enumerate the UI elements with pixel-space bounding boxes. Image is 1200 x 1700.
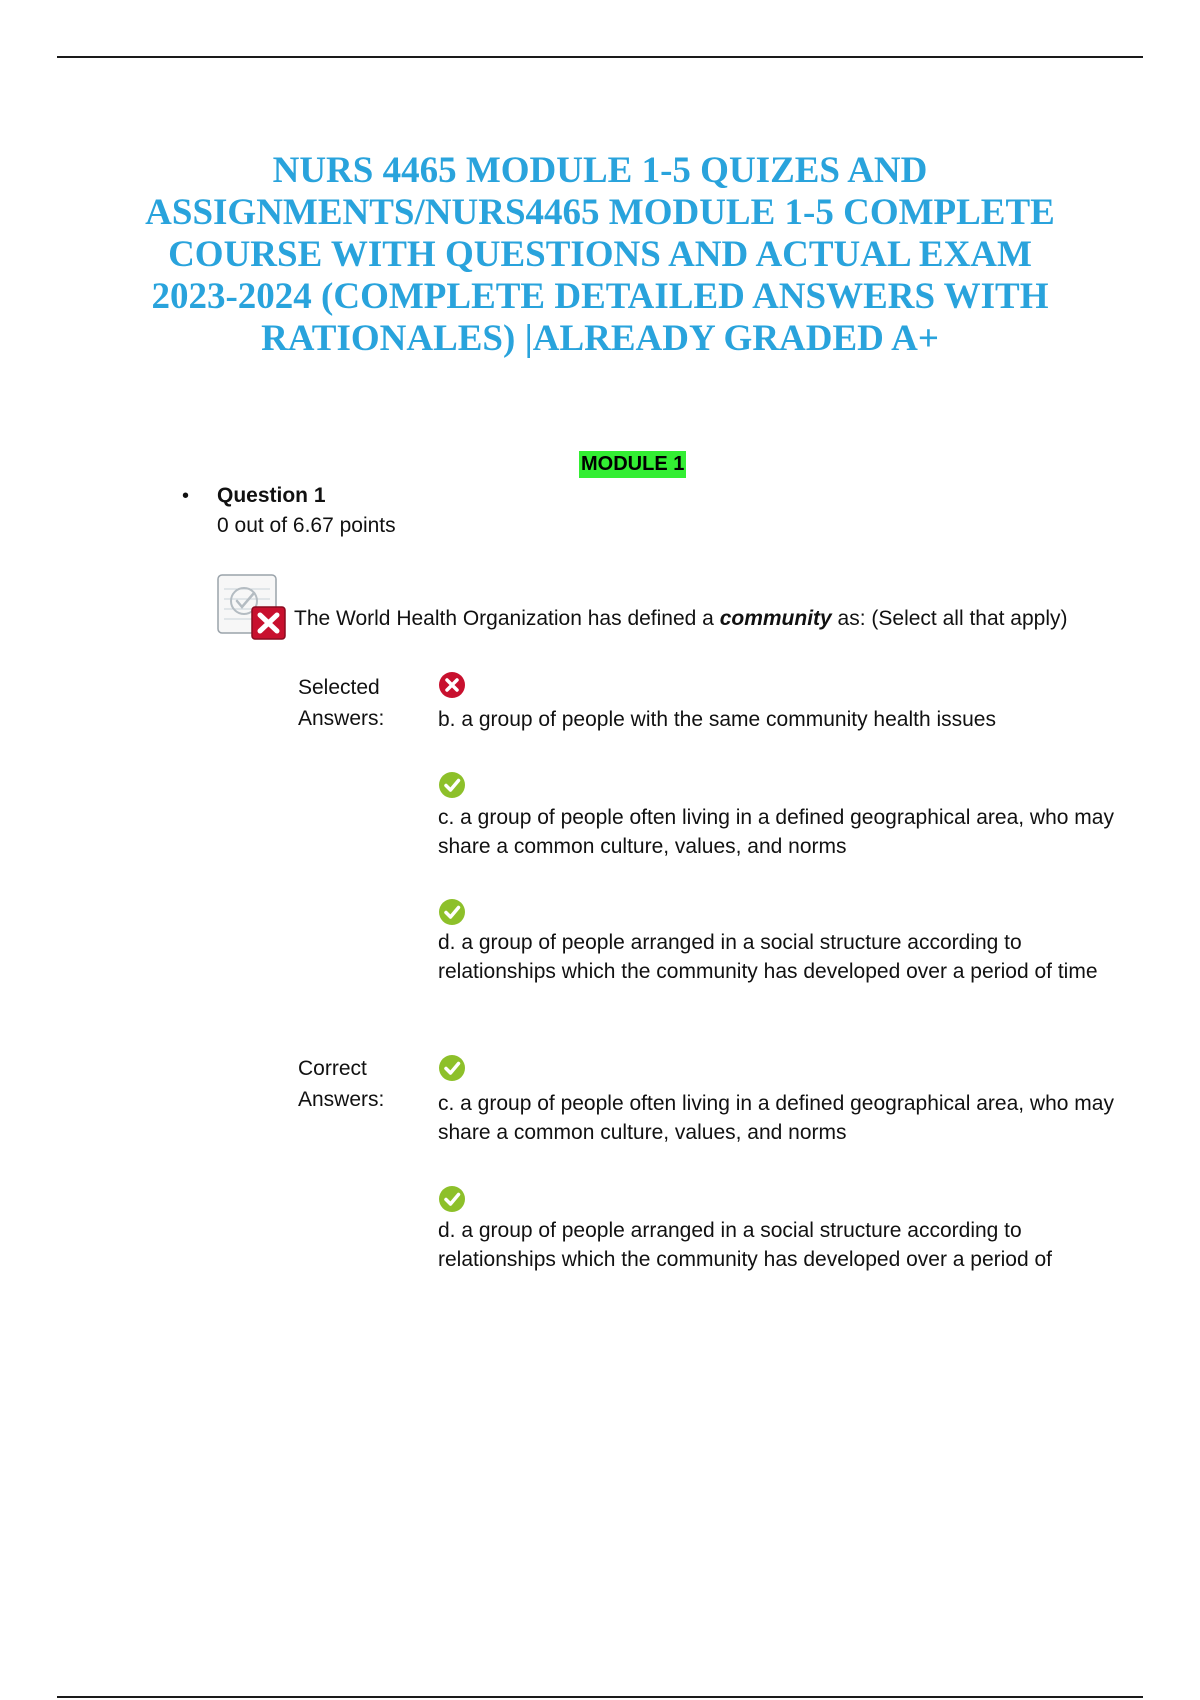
question-points: 0 out of 6.67 points [217, 514, 396, 537]
correct-answers-label: Correct Answers: [298, 1057, 385, 1111]
document-title: NURS 4465 MODULE 1-5 QUIZES AND ASSIGNMENTS/NURS4465 MODULE 1-5 COMPLETE COURSE WITH QUESTIONS AND ACTUAL EXAM 2023-2024 (COMPLETE DETAILED ANSWERS WITH RATIONALES) |ALREADY GRADED A+ [145, 150, 1055, 359]
module-heading: MODULE 1 [579, 451, 686, 478]
correct-answer-c: c. a group of people often living in a defined geographical area, who may share a common culture, values, and norms [438, 1092, 1114, 1144]
correct-icon [438, 898, 466, 926]
correct-icon [438, 771, 466, 799]
selected-answers-label: Selected Answers: [298, 676, 385, 730]
selected-answer-d: d. a group of people arranged in a social structure according to relationships which the community has developed over a period of time [438, 931, 1098, 983]
question-text-after: as: (Select all that apply) [831, 607, 1068, 630]
question-text [294, 606, 1068, 632]
correct-icon [438, 1054, 466, 1082]
correct-icon [438, 1185, 466, 1213]
selected-answer-c: c. a group of people often living in a defined geographical area, who may share a common culture, values, and norms [438, 806, 1114, 858]
top-divider [57, 56, 1143, 58]
selected-answer-b: b. a group of people with the same community health issues [438, 708, 996, 731]
question-title: Question 1 [217, 484, 326, 507]
question-text-before: The World Health Organization has defined a [294, 607, 720, 630]
correct-answer-d: d. a group of people arranged in a social structure according to relationships which the community has developed over a period of [438, 1219, 1053, 1271]
question-text-emphasis: community [719, 607, 832, 630]
incorrect-question-icon [216, 573, 288, 641]
question-bullet: • [182, 485, 190, 507]
bottom-divider [57, 1696, 1143, 1698]
incorrect-icon [438, 671, 466, 699]
